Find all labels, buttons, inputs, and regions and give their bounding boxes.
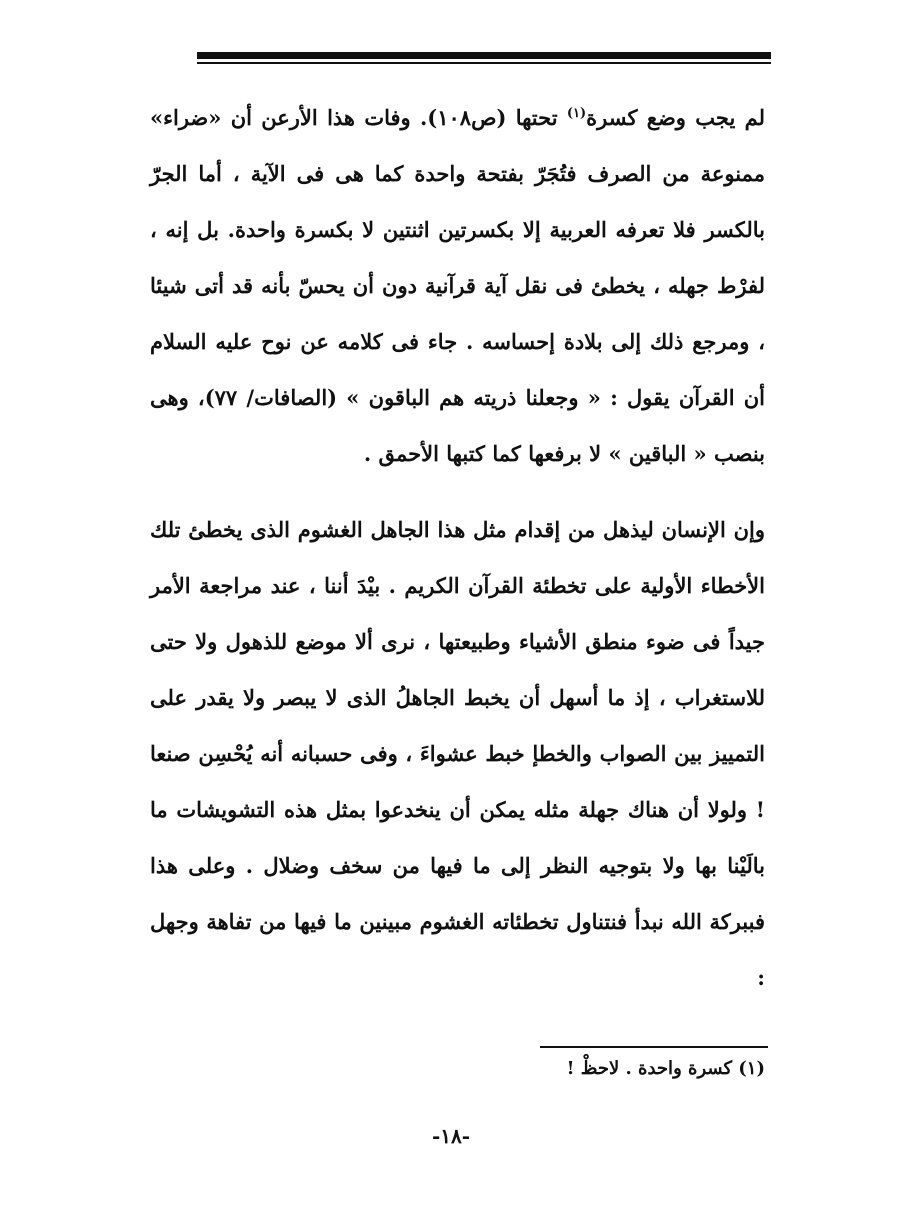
paragraph-1-rest: تحتها (ص١٠٨). وفات هذا الأرعن أن «ضراء» ممنوعة من الصرف فتُجَرّ بفتحة واحدة كما هى فى الآية ، أما الجرّ بالكسر فلا تعرفه العربية إلا بكسرتين اثنتين لا بكسرة واحدة. بل إنه ، لفرْط جهله ، يخطئ فى نقل آية قرآنية دون أن يحسّ بأنه قد أتى شيئا ، ومرجع ذلك إلى بلادة إحساسه . جاء فى كلامه عن نوح عليه السلام أن القرآن يقول : « وجعلنا ذريته هم الباقون » (الصافات/ ٧٧)، وهى بنصب « الباقين » لا برفعها كما كتبها الأحمق . (150, 105, 765, 466)
page-body (150, 90, 765, 1006)
footnote-separator (540, 1046, 768, 1048)
header-rule-thick (197, 52, 771, 59)
footnote-reference: (١) (566, 106, 587, 121)
header-rule-thin (197, 62, 771, 64)
footnote-text: (١) كسرة واحدة . لاحظْ ! (566, 1058, 765, 1079)
paragraph-1-start: لم يجب وضع كسرة (586, 105, 765, 130)
paragraph-2: وإن الإنسان ليذهل من إقدام مثل هذا الجاهل الغشوم الذى يخطئ تلك الأخطاء الأولية على تخطئة القرآن الكريم . بيْدَ أننا ، عند مراجعة الأمر جيداً فى ضوء منطق الأشياء وطبيعتها ، نرى ألا موضع للذهول ولا حتى للاستغراب ، إذ ما أسهل أن يخبط الجاهلُ الذى لا يبصر ولا يقدر على التمييز بين الصواب والخطإ خبط عشواءَ ، وفى حسبانه أنه يُحْسِن صنعا ! ولولا أن هناك جهلة مثله يمكن أن ينخدعوا بمثل هذه التشويشات ما بالَيْنا بها ولا بتوجيه النظر إلى ما فيها من سخف وضلال . وعلى هذا فببركة الله نبدأ فنتناول تخطئاته الغشوم مبينين ما فيها من تفاهة وجهل : (150, 517, 765, 990)
paragraph-1 (150, 90, 765, 482)
page-number: -١٨- (431, 1124, 471, 1148)
